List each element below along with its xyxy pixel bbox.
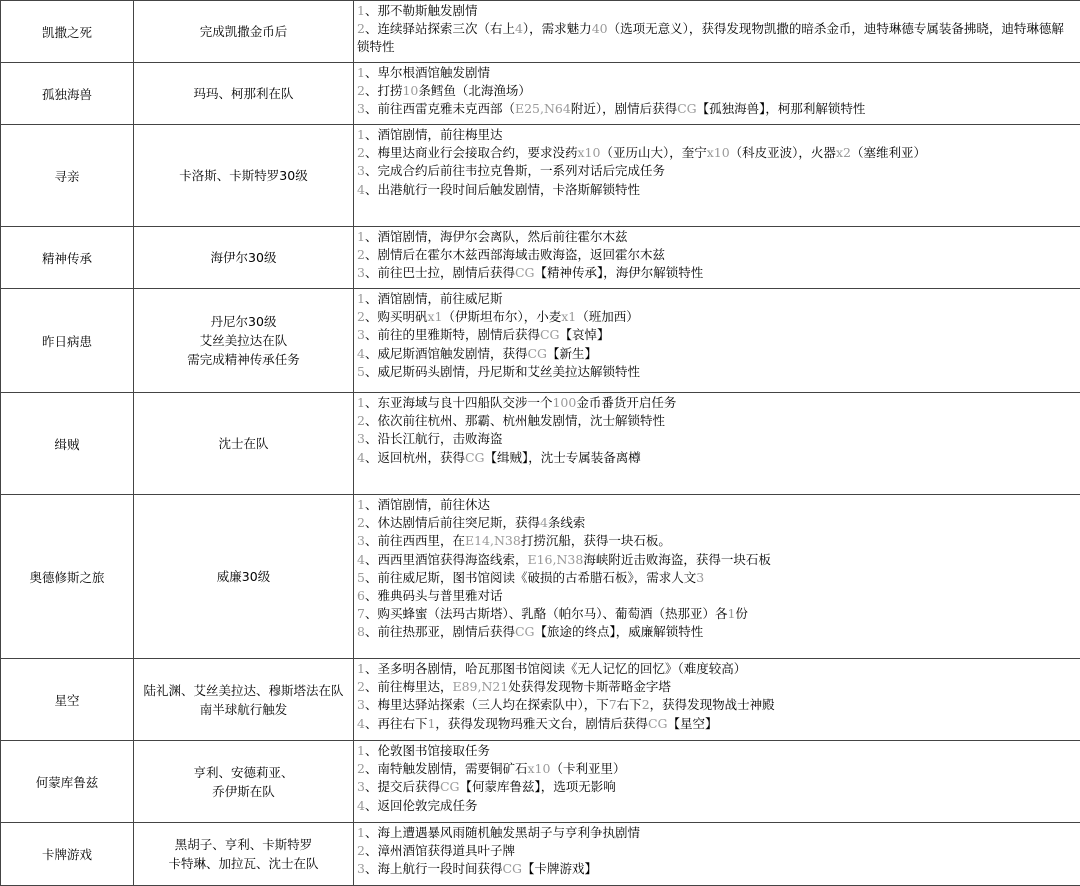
quest-condition bbox=[134, 823, 354, 886]
step-line: 7、购买蜂蜜（法玛古斯塔）、乳酪（帕尔马）、葡萄酒（热那亚）各1份 bbox=[357, 605, 1076, 623]
step-line: 3、海上航行一段时间获得CG【卡牌游戏】 bbox=[357, 860, 1076, 878]
quest-row bbox=[1, 741, 1080, 823]
quest-condition bbox=[134, 63, 354, 125]
quest-steps bbox=[354, 125, 1080, 227]
quest-row bbox=[1, 393, 1080, 495]
condition-line: 沈士在队 bbox=[134, 434, 353, 453]
quest-steps bbox=[354, 63, 1080, 125]
step-line: 3、前往西西里，在E14,N38打捞沉船，获得一块石板。 bbox=[357, 532, 1076, 550]
step-line: 8、前往热那亚，剧情后获得CG【旅途的终点】，威廉解锁特性 bbox=[357, 623, 1076, 641]
quest-row bbox=[1, 289, 1080, 393]
step-line: 3、沿长江航行，击败海盗 bbox=[357, 430, 1076, 448]
quest-name: 卡牌游戏 bbox=[1, 823, 134, 886]
quest-row bbox=[1, 63, 1080, 125]
condition-line: 玛玛、柯那利在队 bbox=[134, 84, 353, 103]
condition-line: 威廉30级 bbox=[134, 567, 353, 586]
quest-row bbox=[1, 495, 1080, 659]
quest-name: 奥德修斯之旅 bbox=[1, 495, 134, 659]
step-line: 6、雅典码头与普里雅对话 bbox=[357, 587, 1076, 605]
condition-line: 黑胡子、亨利、卡斯特罗 bbox=[134, 835, 353, 854]
condition-line: 陆礼渊、艾丝美拉达、穆斯塔法在队 bbox=[134, 681, 353, 700]
step-line: 2、打捞10条鳕鱼（北海渔场） bbox=[357, 82, 1076, 100]
step-line: 2、购买明矾x1（伊斯坦布尔），小麦x1（班加西） bbox=[357, 308, 1076, 326]
step-line: 2、剧情后在霍尔木兹西部海域击败海盗，返回霍尔木兹 bbox=[357, 246, 1076, 264]
quest-condition bbox=[134, 125, 354, 227]
step-line: 3、前往西雷克雅未克西部（E25,N64附近），剧情后获得CG【孤独海兽】，柯那利解锁特性 bbox=[357, 100, 1076, 118]
quest-condition bbox=[134, 227, 354, 289]
quest-row bbox=[1, 125, 1080, 227]
step-line: 4、再往右下1，获得发现物玛雅天文台，剧情后获得CG【星空】 bbox=[357, 715, 1076, 733]
step-line: 3、提交后获得CG【何蒙库鲁兹】，选项无影响 bbox=[357, 778, 1076, 796]
quest-condition bbox=[134, 495, 354, 659]
step-line: 2、依次前往杭州、那霸、杭州触发剧情，沈士解锁特性 bbox=[357, 412, 1076, 430]
quest-steps bbox=[354, 659, 1080, 741]
step-line: 5、前往威尼斯，图书馆阅读《破损的古希腊石板》，需求人文3 bbox=[357, 569, 1076, 587]
quest-name: 孤独海兽 bbox=[1, 63, 134, 125]
step-line: 1、酒馆剧情，海伊尔会离队，然后前往霍尔木兹 bbox=[357, 228, 1076, 246]
step-line: 2、连续驿站探索三次（右上4），需求魅力40（选项无意义），获得发现物凯撒的暗杀金币，迪特琳德专属装备拂晓，迪特琳德解锁特性 bbox=[357, 20, 1076, 56]
quest-steps bbox=[354, 227, 1080, 289]
step-line: 3、前往的里雅斯特，剧情后获得CG【哀悼】 bbox=[357, 326, 1076, 344]
step-line: 4、威尼斯酒馆触发剧情，获得CG【新生】 bbox=[357, 345, 1076, 363]
step-line: 3、完成合约后前往韦拉克鲁斯，一系列对话后完成任务 bbox=[357, 162, 1076, 180]
quest-name: 寻亲 bbox=[1, 125, 134, 227]
step-line: 1、酒馆剧情，前往休达 bbox=[357, 496, 1076, 514]
step-line: 2、前往梅里达，E89,N21处获得发现物卡斯蒂略金字塔 bbox=[357, 678, 1076, 696]
step-line: 1、伦敦图书馆接取任务 bbox=[357, 742, 1076, 760]
condition-line: 南半球航行触发 bbox=[134, 700, 353, 719]
step-line: 4、西西里酒馆获得海盗线索，E16,N38海峡附近击败海盗，获得一块石板 bbox=[357, 551, 1076, 569]
quest-row bbox=[1, 1, 1080, 63]
quest-row bbox=[1, 659, 1080, 741]
step-line: 1、酒馆剧情，前往威尼斯 bbox=[357, 290, 1076, 308]
step-line: 2、漳州酒馆获得道具叶子牌 bbox=[357, 842, 1076, 860]
condition-line: 乔伊斯在队 bbox=[134, 782, 353, 801]
quest-table-body bbox=[1, 1, 1080, 886]
quest-condition bbox=[134, 741, 354, 823]
quest-steps bbox=[354, 1, 1080, 63]
quest-name: 凯撒之死 bbox=[1, 1, 134, 63]
quest-name: 精神传承 bbox=[1, 227, 134, 289]
step-line: 3、梅里达驿站探索（三人均在探索队中），下7右下2，获得发现物战士神殿 bbox=[357, 696, 1076, 714]
step-line: 2、休达剧情后前往突尼斯，获得4条线索 bbox=[357, 514, 1076, 532]
step-line: 1、圣多明各剧情，哈瓦那图书馆阅读《无人记忆的回忆》（难度较高） bbox=[357, 660, 1076, 678]
condition-line: 艾丝美拉达在队 bbox=[134, 331, 353, 350]
quest-condition bbox=[134, 393, 354, 495]
step-line: 4、返回杭州，获得CG【缉贼】，沈士专属装备离樽 bbox=[357, 449, 1076, 467]
quest-row bbox=[1, 227, 1080, 289]
condition-line: 完成凯撒金币后 bbox=[134, 22, 353, 41]
quest-name: 何蒙库鲁兹 bbox=[1, 741, 134, 823]
quest-condition bbox=[134, 289, 354, 393]
step-line: 1、卑尔根酒馆触发剧情 bbox=[357, 64, 1076, 82]
quest-steps bbox=[354, 741, 1080, 823]
step-line: 1、东亚海域与良十四船队交涉一个100金币番货开启任务 bbox=[357, 394, 1076, 412]
quest-condition bbox=[134, 659, 354, 741]
condition-line: 亨利、安德莉亚、 bbox=[134, 763, 353, 782]
quest-condition bbox=[134, 1, 354, 63]
step-line: 5、威尼斯码头剧情，丹尼斯和艾丝美拉达解锁特性 bbox=[357, 363, 1076, 381]
quest-steps bbox=[354, 289, 1080, 393]
quest-steps bbox=[354, 823, 1080, 886]
step-line: 3、前往巴士拉，剧情后获得CG【精神传承】，海伊尔解锁特性 bbox=[357, 264, 1076, 282]
quest-steps bbox=[354, 495, 1080, 659]
quest-name: 星空 bbox=[1, 659, 134, 741]
quest-steps bbox=[354, 393, 1080, 495]
quest-name: 缉贼 bbox=[1, 393, 134, 495]
step-line: 1、酒馆剧情，前往梅里达 bbox=[357, 126, 1076, 144]
condition-line: 卡洛斯、卡斯特罗30级 bbox=[134, 166, 353, 185]
step-line: 4、返回伦敦完成任务 bbox=[357, 797, 1076, 815]
condition-line: 海伊尔30级 bbox=[134, 248, 353, 267]
step-line: 2、南特触发剧情，需要铜矿石x10（卡利亚里） bbox=[357, 760, 1076, 778]
step-line: 4、出港航行一段时间后触发剧情，卡洛斯解锁特性 bbox=[357, 181, 1076, 199]
step-line: 2、梅里达商业行会接取合约，要求没药x10（亚历山大），奎宁x10（科皮亚波），火器x2（塞维利亚） bbox=[357, 144, 1076, 162]
condition-line: 卡特琳、加拉瓦、沈士在队 bbox=[134, 854, 353, 873]
step-line: 1、海上遭遇暴风雨随机触发黑胡子与亨利争执剧情 bbox=[357, 824, 1076, 842]
step-line: 1、那不勒斯触发剧情 bbox=[357, 2, 1076, 20]
condition-line: 需完成精神传承任务 bbox=[134, 350, 353, 369]
quest-name: 昨日病患 bbox=[1, 289, 134, 393]
quest-row bbox=[1, 823, 1080, 886]
condition-line: 丹尼尔30级 bbox=[134, 312, 353, 331]
